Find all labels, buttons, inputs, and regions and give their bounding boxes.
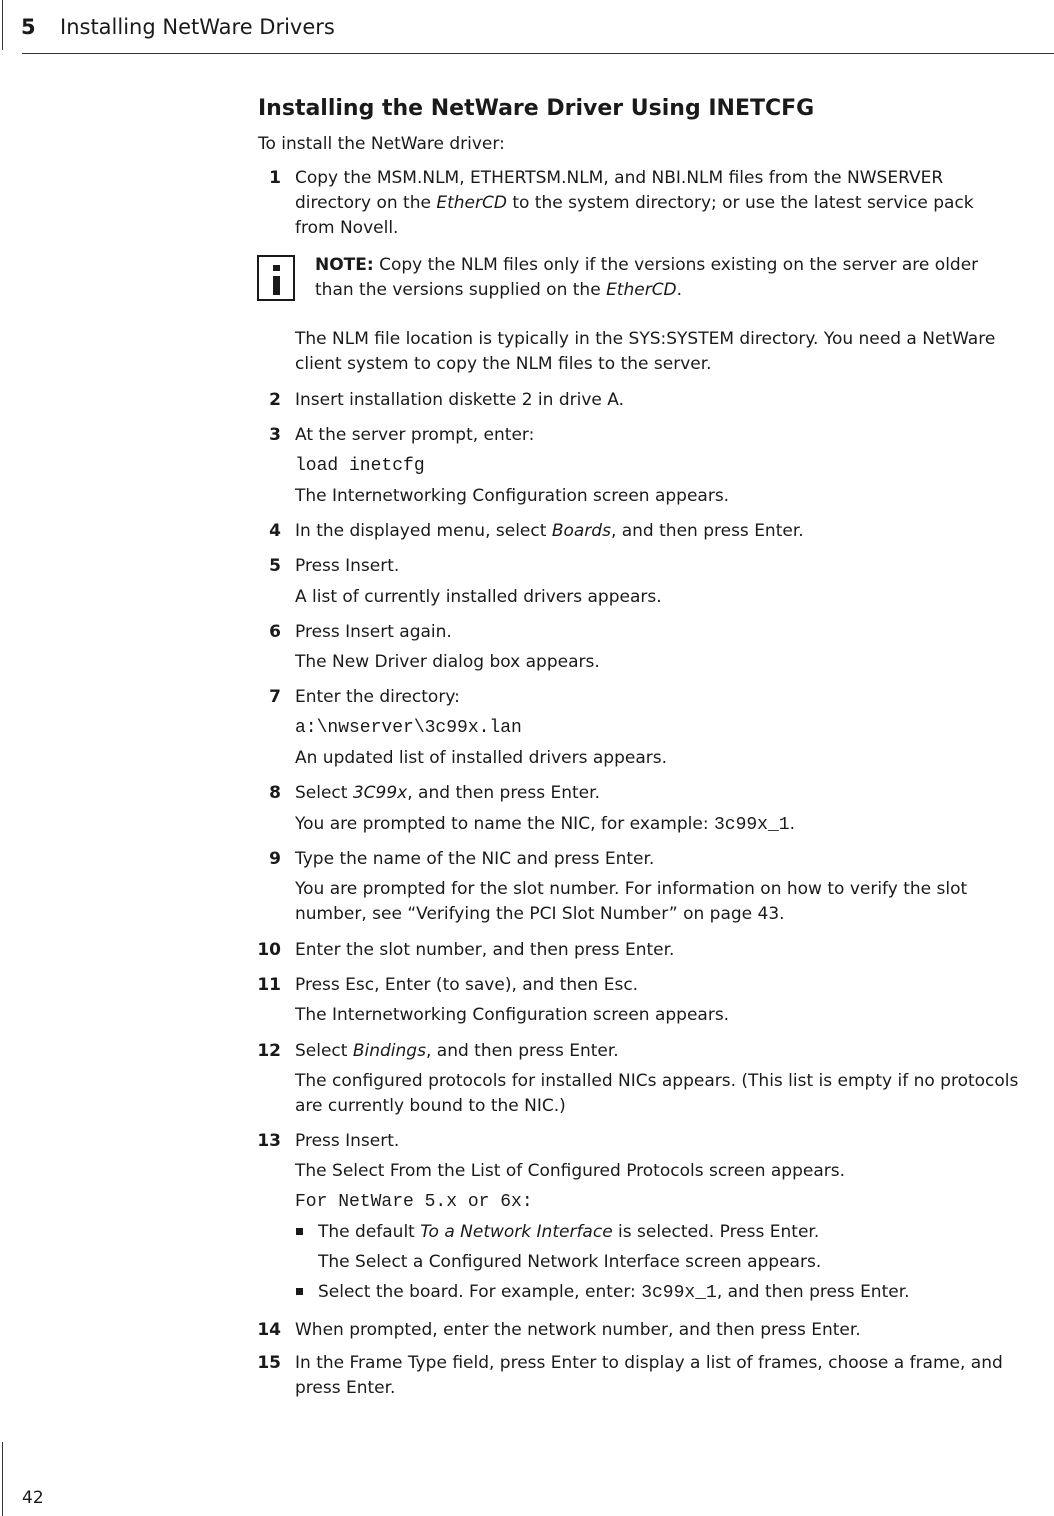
step-number: 4 — [269, 521, 281, 541]
bullet-marker — [296, 1228, 303, 1235]
step-number: 3 — [269, 425, 281, 445]
step-12-result-line-2: are currently bound to the NIC.) — [295, 1096, 566, 1116]
step-number: 2 — [269, 390, 281, 410]
nlm-location-line-1: The NLM file location is typically in the SYS:SYSTEM directory. You need a NetWare — [295, 329, 996, 349]
info-note-icon — [257, 255, 295, 301]
step-9-text: Type the name of the NIC and press Enter. — [295, 849, 655, 869]
note-line-2: than the versions supplied on the EtherCD. — [315, 280, 683, 300]
step-15-line-1: In the Frame Type field, press Enter to display a list of frames, choose a frame, and — [295, 1353, 1003, 1373]
step-13-bullet-2: Select the board. For example, enter: 3c99x_1, and then press Enter. — [318, 1282, 910, 1303]
page-number: 42 — [22, 1488, 44, 1508]
step-number: 9 — [269, 849, 281, 869]
step-7-result: An updated list of installed drivers appears. — [295, 748, 667, 768]
step-5-result: A list of currently installed drivers appears. — [295, 587, 662, 607]
step-number: 13 — [257, 1131, 281, 1151]
step-2-text: Insert installation diskette 2 in drive A. — [295, 390, 624, 410]
nlm-location-line-2: client system to copy the NLM files to the server. — [295, 354, 712, 374]
step-6-text: Press Insert again. — [295, 622, 452, 642]
step-3-command: load inetcfg — [295, 456, 425, 476]
step-13-text: Press Insert. — [295, 1131, 400, 1151]
footer-left-rule — [2, 1442, 3, 1516]
step-number: 1 — [269, 168, 281, 188]
step-number: 10 — [257, 940, 281, 960]
step-13-bullet-1-result: The Select a Configured Network Interface screen appears. — [318, 1252, 822, 1272]
chapter-number: 5 — [21, 15, 36, 39]
step-8-text: Select 3C99x, and then press Enter. — [295, 783, 600, 803]
step-8-result: You are prompted to name the NIC, for example: 3c99x_1. — [295, 814, 795, 835]
step-number: 14 — [257, 1320, 281, 1340]
step-12-result-line-1: The configured protocols for installed NICs appears. (This list is empty if no protocols — [295, 1071, 1019, 1091]
section-title: Installing the NetWare Driver Using INETCFG — [258, 96, 815, 121]
step-13-result: The Select From the List of Configured Protocols screen appears. — [295, 1161, 846, 1181]
note-line-1: NOTE: Copy the NLM files only if the versions existing on the server are older — [315, 255, 979, 275]
step-number: 15 — [257, 1353, 281, 1373]
step-number: 6 — [269, 622, 281, 642]
step-5-text: Press Insert. — [295, 556, 400, 576]
step-14-text: When prompted, enter the network number, and then press Enter. — [295, 1320, 861, 1340]
step-11-text: Press Esc, Enter (to save), and then Esc. — [295, 975, 639, 995]
step-1-line-2: directory on the EtherCD to the system directory; or use the latest service pack — [295, 193, 974, 213]
section-intro: To install the NetWare driver: — [258, 134, 505, 154]
step-7-text: Enter the directory: — [295, 687, 460, 707]
step-12-text: Select Bindings, and then press Enter. — [295, 1041, 619, 1061]
step-number: 7 — [269, 687, 281, 707]
step-1-line-3: from Novell. — [295, 218, 399, 238]
step-9-result-line-1: You are prompted for the slot number. For information on how to verify the slot — [295, 879, 968, 899]
chapter-title: Installing NetWare Drivers — [60, 15, 335, 39]
step-13-platform-label: For NetWare 5.x or 6x: — [295, 1192, 533, 1212]
step-1-line-1: Copy the MSM.NLM, ETHERTSM.NLM, and NBI.NLM files from the NWSERVER — [295, 168, 944, 188]
step-15-line-2: press Enter. — [295, 1378, 396, 1398]
step-10-text: Enter the slot number, and then press Enter. — [295, 940, 675, 960]
step-11-result: The Internetworking Configuration screen appears. — [295, 1005, 730, 1025]
step-3-result: The Internetworking Configuration screen appears. — [295, 486, 730, 506]
step-6-result: The New Driver dialog box appears. — [295, 652, 600, 672]
step-9-result-line-2: number, see “Verifying the PCI Slot Number” on page 43. — [295, 904, 785, 924]
bullet-marker — [296, 1288, 303, 1295]
step-number: 8 — [269, 783, 281, 803]
step-number: 5 — [269, 556, 281, 576]
header-left-rule — [2, 0, 3, 50]
step-13-bullet-1: The default To a Network Interface is selected. Press Enter. — [318, 1222, 820, 1242]
step-3-text: At the server prompt, enter: — [295, 425, 535, 445]
step-7-command: a:\nwserver\3c99x.lan — [295, 718, 522, 738]
header-rule — [22, 53, 1054, 54]
step-number: 11 — [257, 975, 281, 995]
step-number: 12 — [257, 1041, 281, 1061]
step-4-text: In the displayed menu, select Boards, and then press Enter. — [295, 521, 804, 541]
